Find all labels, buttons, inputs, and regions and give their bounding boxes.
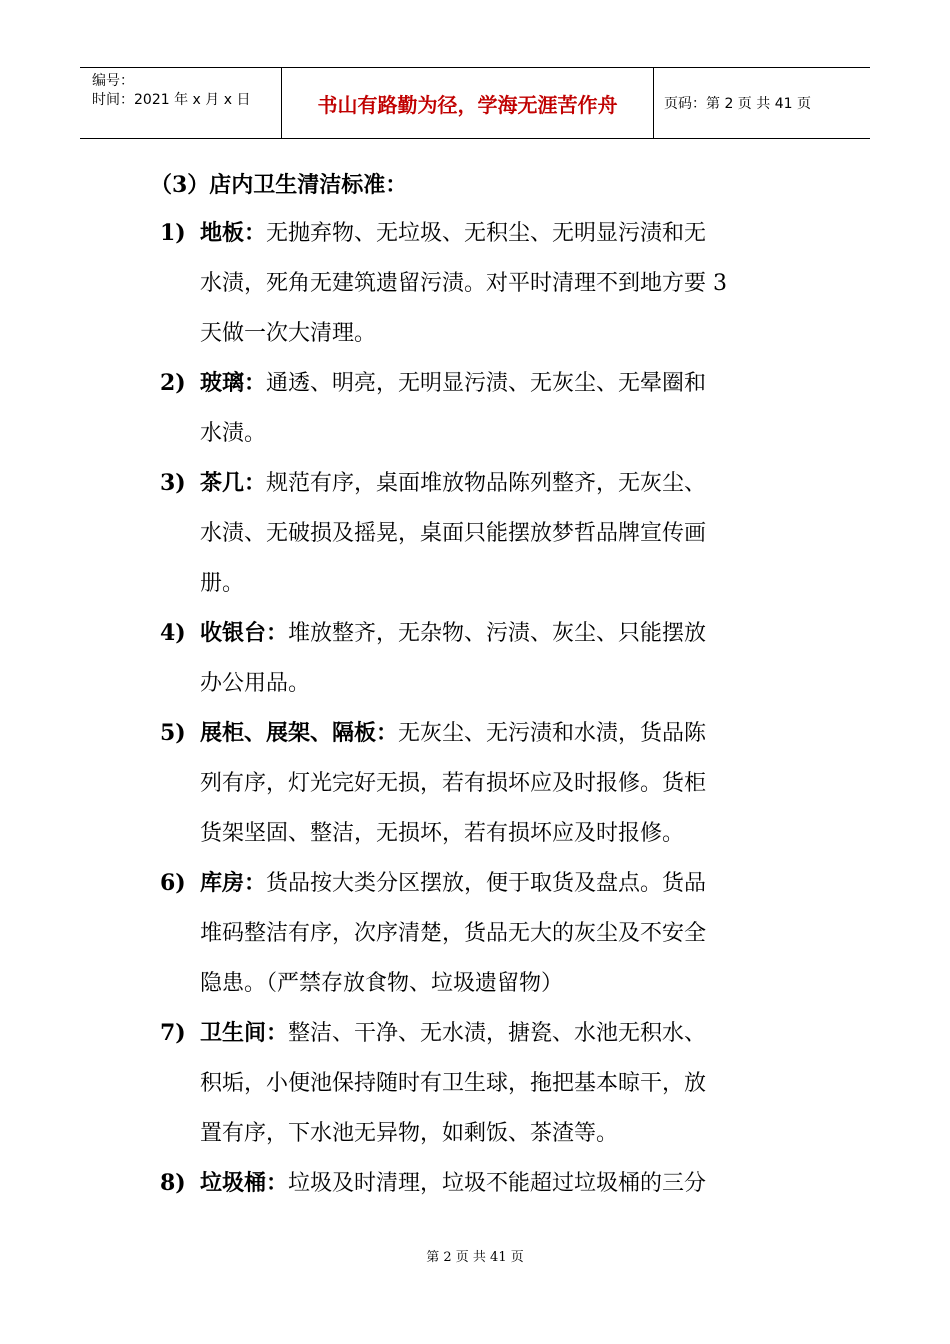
item-line: 置有序，下水池无异物，如剩饭、茶渣等。 (200, 1121, 619, 1146)
header-meta (80, 68, 282, 138)
page-footer: 第 2 页 共 41 页 (426, 1250, 524, 1265)
item-line: 垃圾及时清理，垃圾不能超过垃圾桶的三分 (288, 1171, 707, 1196)
document-time: 时间：2021 年 x 月 x 日 (92, 92, 251, 108)
item-number: 6) (160, 870, 186, 896)
item-number: 7) (160, 1020, 186, 1046)
item-line: 无抛弃物、无垃圾、无积尘、无明显污渍和无 (266, 221, 707, 246)
item-title: 茶几： (200, 470, 267, 496)
item-line: 隐患。（严禁存放食物、垃圾遗留物） (200, 971, 564, 996)
item-line: 水渍。 (200, 421, 267, 446)
list-item (160, 1008, 810, 1159)
item-line: 通透、明亮，无明显污渍、无灰尘、无晕圈和 (266, 371, 707, 396)
item-line: 堆放整齐，无杂物、污渍、灰尘、只能摆放 (288, 621, 707, 646)
list-item (160, 358, 810, 459)
item-line: 列有序，灯光完好无损，若有损坏应及时报修。货柜 (200, 771, 707, 796)
document-header (80, 67, 870, 139)
item-line: 积垢，小便池保持随时有卫生球，拖把基本晾干，放 (200, 1071, 707, 1096)
item-title: 玻璃： (200, 370, 267, 396)
item-number: 3) (160, 470, 186, 496)
item-title: 卫生间： (200, 1020, 289, 1046)
item-line: 册。 (200, 571, 245, 596)
item-line: 规范有序，桌面堆放物品陈列整齐，无灰尘、 (266, 471, 707, 496)
list-item (160, 208, 810, 359)
item-line: 无灰尘、无污渍和水渍，货品陈 (398, 721, 707, 746)
header-page-info: 页码：第 2 页 共 41 页 (664, 96, 811, 112)
item-title: 收银台： (200, 620, 289, 646)
list-item (160, 858, 810, 1009)
item-title: 展柜、展架、隔板： (200, 720, 399, 746)
item-line: 整洁、干净、无水渍，搪瓷、水池无积水、 (288, 1021, 707, 1046)
item-number: 1) (160, 220, 186, 246)
header-motto: 书山有路勤为径，学海无涯苦作舟 (282, 68, 654, 138)
item-line: 货架坚固、整洁，无损坏，若有损坏应及时报修。 (200, 821, 685, 846)
item-line: 货品按大类分区摆放，便于取货及盘点。货品 (266, 871, 707, 896)
list-item (160, 458, 810, 609)
list-item (160, 608, 810, 709)
item-line: 天做一次大清理。 (200, 321, 377, 346)
list-item (160, 708, 810, 859)
item-title: 库房： (200, 870, 267, 896)
document-number-label: 编号： (92, 73, 134, 89)
section-heading: （3）店内卫生清洁标准： (150, 172, 408, 198)
item-number: 5) (160, 720, 186, 746)
item-line: 堆码整洁有序，次序清楚，货品无大的灰尘及不安全 (200, 921, 707, 946)
item-title: 地板： (200, 220, 267, 246)
item-line: 办公用品。 (200, 671, 311, 696)
item-line: 水渍、无破损及摇晃，桌面只能摆放梦哲品牌宣传画 (200, 521, 707, 546)
item-title: 垃圾桶： (200, 1170, 289, 1196)
item-number: 8) (160, 1170, 186, 1196)
list-item (160, 1158, 810, 1209)
item-line: 水渍，死角无建筑遗留污渍。对平时清理不到地方要 3 (200, 271, 727, 296)
item-number: 2) (160, 370, 186, 396)
item-number: 4) (160, 620, 186, 646)
